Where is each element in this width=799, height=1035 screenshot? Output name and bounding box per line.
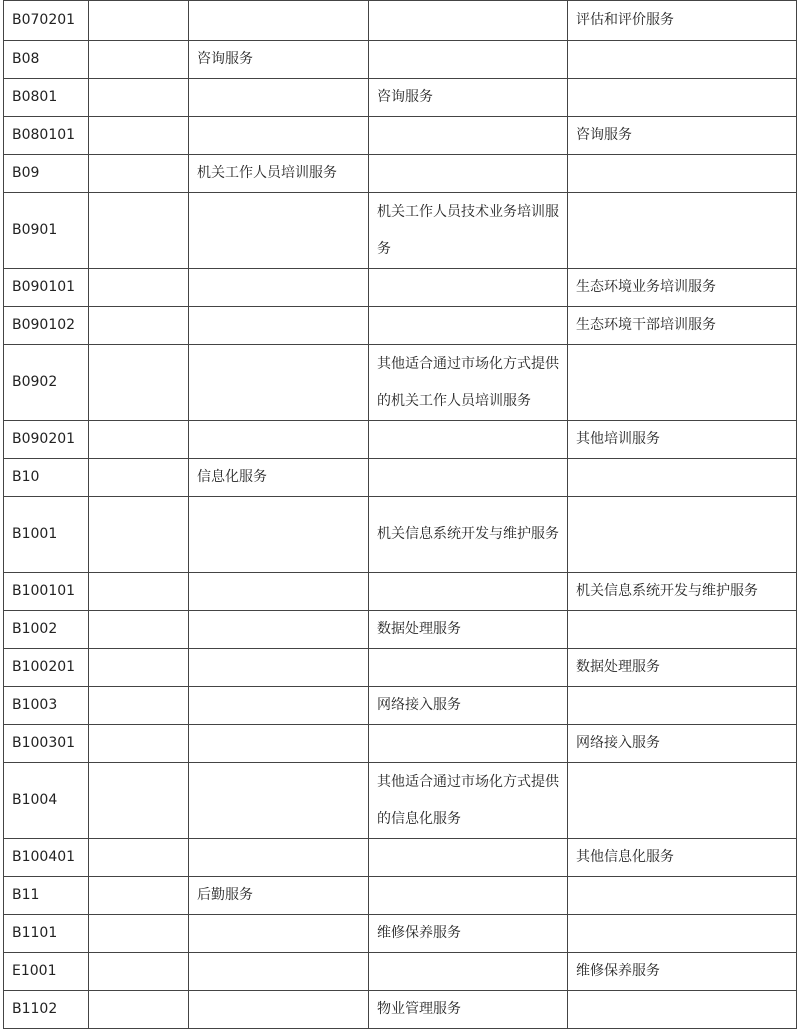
- level2-cell: [369, 573, 568, 611]
- code-cell: B1102: [4, 991, 89, 1029]
- level3-cell: 其他培训服务: [568, 421, 797, 459]
- table-row: [4, 649, 797, 687]
- spacer-cell: [89, 953, 189, 991]
- table-row: [4, 269, 797, 307]
- level3-cell: 生态环境业务培训服务: [568, 269, 797, 307]
- spacer-cell: [89, 991, 189, 1029]
- level3-cell: 机关信息系统开发与维护服务: [568, 573, 797, 611]
- level2-cell: [369, 307, 568, 345]
- code-cell: B080101: [4, 117, 89, 155]
- level2-cell: [369, 155, 568, 193]
- code-cell: B100201: [4, 649, 89, 687]
- level1-cell: [189, 991, 369, 1029]
- spacer-cell: [89, 117, 189, 155]
- level2-cell: [369, 421, 568, 459]
- level3-cell: [568, 41, 797, 79]
- level3-cell: [568, 877, 797, 915]
- spacer-cell: [89, 497, 189, 573]
- spacer-cell: [89, 459, 189, 497]
- table-row: [4, 459, 797, 497]
- level1-cell: [189, 307, 369, 345]
- level3-cell: 其他信息化服务: [568, 839, 797, 877]
- level1-cell: [189, 269, 369, 307]
- level2-cell: 网络接入服务: [369, 687, 568, 725]
- spacer-cell: [89, 573, 189, 611]
- level2-cell: 其他适合通过市场化方式提供的信息化服务: [369, 763, 568, 839]
- code-cell: B08: [4, 41, 89, 79]
- level1-cell: [189, 193, 369, 269]
- level3-cell: 维修保养服务: [568, 953, 797, 991]
- code-cell: B11: [4, 877, 89, 915]
- code-cell: B10: [4, 459, 89, 497]
- level1-cell: [189, 687, 369, 725]
- level3-cell: [568, 611, 797, 649]
- spacer-cell: [89, 649, 189, 687]
- level2-cell: 机关信息系统开发与维护服务: [369, 497, 568, 573]
- level1-cell: [189, 117, 369, 155]
- level1-cell: 后勤服务: [189, 877, 369, 915]
- level1-cell: [189, 611, 369, 649]
- code-cell: B090101: [4, 269, 89, 307]
- table-row: [4, 1, 797, 41]
- code-cell: B090102: [4, 307, 89, 345]
- spacer-cell: [89, 269, 189, 307]
- level3-cell: 咨询服务: [568, 117, 797, 155]
- level3-cell: [568, 763, 797, 839]
- level2-cell: [369, 953, 568, 991]
- table-row: [4, 877, 797, 915]
- code-cell: B1004: [4, 763, 89, 839]
- level2-cell: [369, 877, 568, 915]
- level1-cell: [189, 345, 369, 421]
- table-row: [4, 421, 797, 459]
- level3-cell: [568, 345, 797, 421]
- code-cell: B100301: [4, 725, 89, 763]
- spacer-cell: [89, 839, 189, 877]
- level3-cell: [568, 155, 797, 193]
- code-cell: E1001: [4, 953, 89, 991]
- level2-cell: 数据处理服务: [369, 611, 568, 649]
- level3-cell: 网络接入服务: [568, 725, 797, 763]
- code-cell: B100401: [4, 839, 89, 877]
- level3-cell: [568, 459, 797, 497]
- spacer-cell: [89, 725, 189, 763]
- level1-cell: [189, 573, 369, 611]
- level3-cell: 生态环境干部培训服务: [568, 307, 797, 345]
- level2-cell: 维修保养服务: [369, 915, 568, 953]
- level3-cell: [568, 193, 797, 269]
- level2-cell: [369, 1, 568, 41]
- spacer-cell: [89, 421, 189, 459]
- spacer-cell: [89, 877, 189, 915]
- code-cell: B0901: [4, 193, 89, 269]
- level2-cell: 其他适合通过市场化方式提供的机关工作人员培训服务: [369, 345, 568, 421]
- code-cell: B09: [4, 155, 89, 193]
- level1-cell: [189, 763, 369, 839]
- spacer-cell: [89, 915, 189, 953]
- level1-cell: 咨询服务: [189, 41, 369, 79]
- spacer-cell: [89, 79, 189, 117]
- level2-cell: [369, 649, 568, 687]
- level2-cell: [369, 117, 568, 155]
- code-cell: B0902: [4, 345, 89, 421]
- level2-cell: [369, 41, 568, 79]
- catalog-table-body: [4, 1, 797, 1029]
- level2-cell: 物业管理服务: [369, 991, 568, 1029]
- table-row: [4, 41, 797, 79]
- spacer-cell: [89, 155, 189, 193]
- code-cell: B1002: [4, 611, 89, 649]
- code-cell: B100101: [4, 573, 89, 611]
- code-cell: B1003: [4, 687, 89, 725]
- level1-cell: [189, 649, 369, 687]
- level3-cell: [568, 497, 797, 573]
- level3-cell: [568, 687, 797, 725]
- catalog-table: [3, 0, 797, 1029]
- code-cell: B1101: [4, 915, 89, 953]
- level1-cell: [189, 79, 369, 117]
- level1-cell: 信息化服务: [189, 459, 369, 497]
- level1-cell: [189, 497, 369, 573]
- table-row: [4, 953, 797, 991]
- table-row: [4, 117, 797, 155]
- level3-cell: [568, 991, 797, 1029]
- level2-cell: [369, 459, 568, 497]
- level2-cell: 咨询服务: [369, 79, 568, 117]
- table-row: [4, 155, 797, 193]
- table-row: [4, 573, 797, 611]
- table-row: [4, 915, 797, 953]
- table-row: [4, 611, 797, 649]
- spacer-cell: [89, 1, 189, 41]
- code-cell: B1001: [4, 497, 89, 573]
- level1-cell: [189, 725, 369, 763]
- level2-cell: 机关工作人员技术业务培训服务: [369, 193, 568, 269]
- code-cell: B070201: [4, 1, 89, 41]
- level1-cell: [189, 1, 369, 41]
- spacer-cell: [89, 307, 189, 345]
- table-row: [4, 345, 797, 421]
- spacer-cell: [89, 611, 189, 649]
- level1-cell: 机关工作人员培训服务: [189, 155, 369, 193]
- level3-cell: [568, 915, 797, 953]
- spacer-cell: [89, 763, 189, 839]
- table-row: [4, 763, 797, 839]
- level1-cell: [189, 839, 369, 877]
- table-row: [4, 193, 797, 269]
- table-row: [4, 725, 797, 763]
- table-row: [4, 991, 797, 1029]
- code-cell: B0801: [4, 79, 89, 117]
- level1-cell: [189, 953, 369, 991]
- table-row: [4, 79, 797, 117]
- table-row: [4, 839, 797, 877]
- level2-cell: [369, 725, 568, 763]
- table-row: [4, 307, 797, 345]
- table-row: [4, 497, 797, 573]
- code-cell: B090201: [4, 421, 89, 459]
- level2-cell: [369, 269, 568, 307]
- spacer-cell: [89, 345, 189, 421]
- level3-cell: 数据处理服务: [568, 649, 797, 687]
- spacer-cell: [89, 41, 189, 79]
- level3-cell: 评估和评价服务: [568, 1, 797, 41]
- level3-cell: [568, 79, 797, 117]
- table-row: [4, 687, 797, 725]
- level1-cell: [189, 915, 369, 953]
- level2-cell: [369, 839, 568, 877]
- spacer-cell: [89, 687, 189, 725]
- level1-cell: [189, 421, 369, 459]
- spacer-cell: [89, 193, 189, 269]
